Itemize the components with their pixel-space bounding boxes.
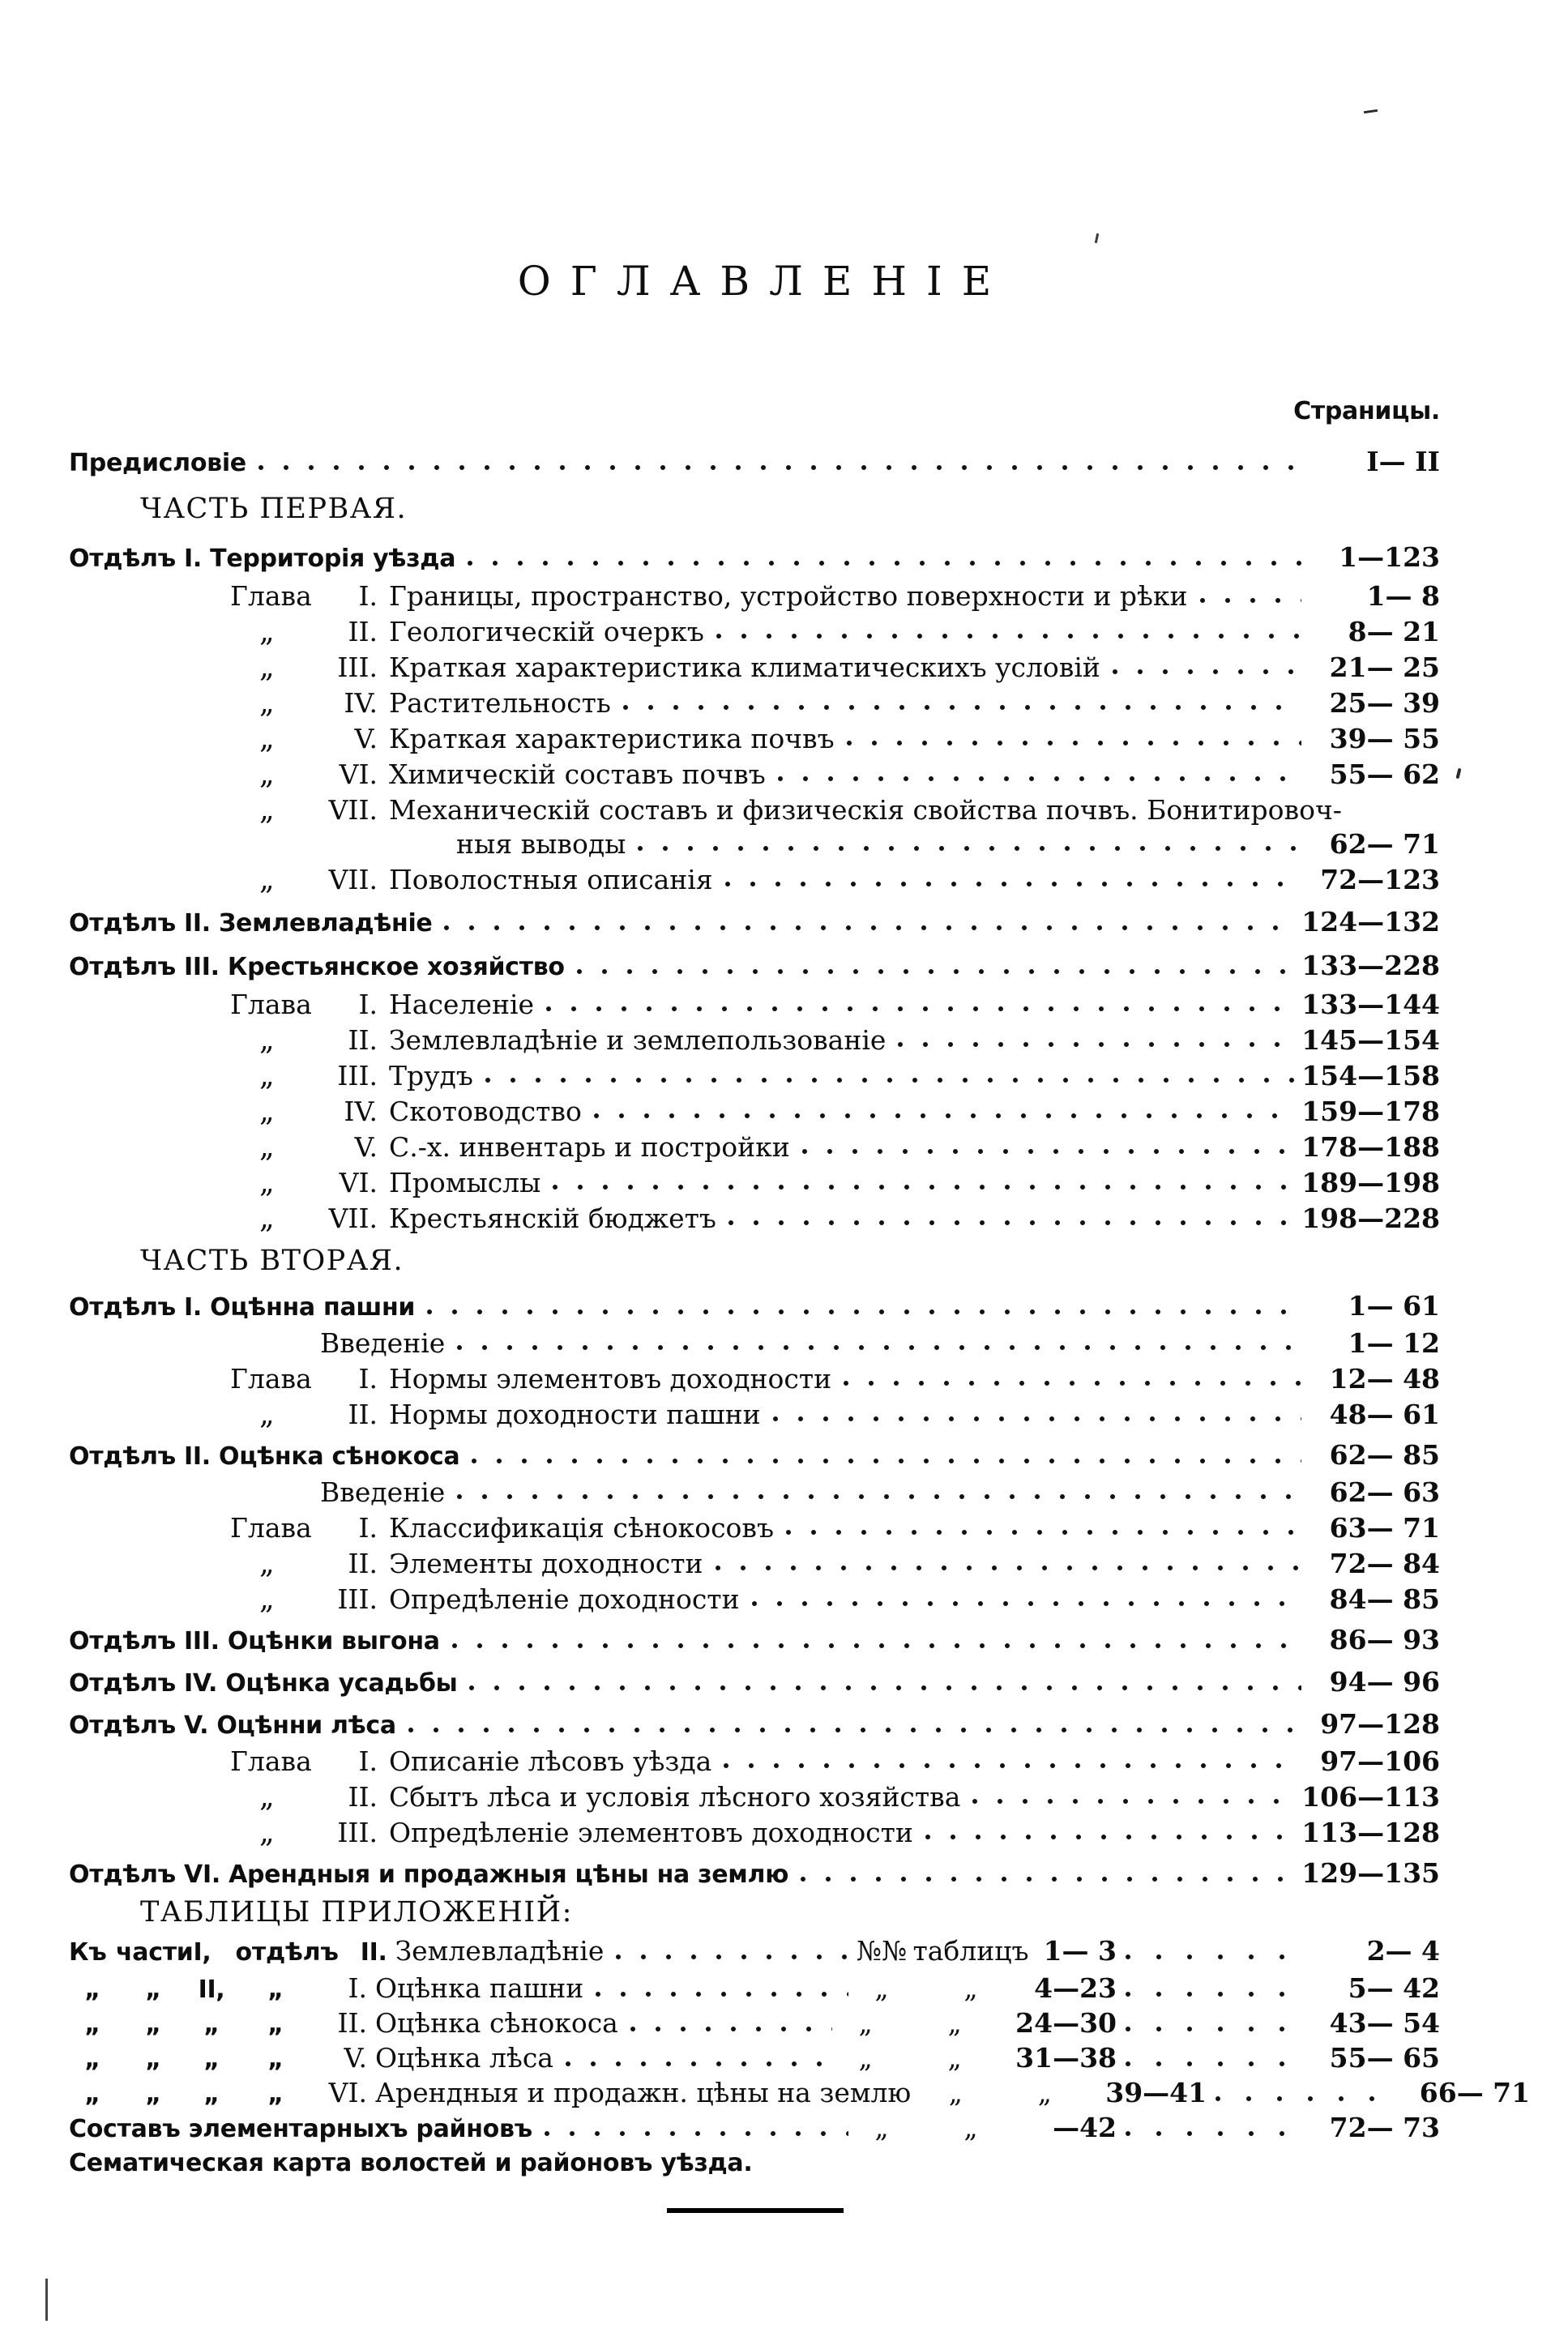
ditto-mark: „: [259, 651, 275, 684]
ditto-mark: „: [259, 1130, 275, 1164]
chapter-number: IV.: [344, 687, 378, 719]
appendix-col-part-word2: части: [116, 1938, 194, 1967]
toc-row: [69, 2112, 1440, 2146]
chapter-number: VII.: [328, 794, 378, 826]
section-label: Составъ элементарныхъ райновъ: [69, 2115, 532, 2143]
page-range: 97—128: [1320, 1708, 1440, 1740]
chapter-number: VI.: [339, 1167, 378, 1198]
toc-row: [69, 1131, 1440, 1164]
section-label: Отдѣлъ III. Крестьянское хозяйство: [69, 953, 565, 981]
toc-row: [69, 2042, 1440, 2076]
dot-leader: [408, 1725, 1301, 1735]
ditto-mark: „: [259, 1398, 275, 1431]
appendix-title: Землевладѣніе: [395, 1935, 605, 1967]
dot-leader: [716, 631, 1301, 641]
chapter-title: С.-х. инвентарь и постройки: [389, 1131, 790, 1163]
ditto-mark: „: [84, 1976, 100, 2004]
page-title: ОГЛАВЛЕНІЕ: [517, 258, 1011, 305]
ditto-mark: „: [203, 2010, 220, 2039]
section-label: Отдѣлъ II. Землевладѣніе: [69, 909, 433, 938]
part-heading: ЧАСТЬ ВТОРАЯ.: [140, 1245, 404, 1277]
dot-leader: [728, 1218, 1297, 1228]
page-range: 8— 21: [1348, 616, 1440, 647]
page-range: 62— 63: [1329, 1476, 1440, 1508]
tables-range: 39—41: [1105, 2077, 1207, 2108]
dot-leader: [801, 1147, 1297, 1156]
page-range: 43— 54: [1329, 2007, 1440, 2039]
toc-row: [69, 1290, 1440, 1324]
chapter-number: II.: [348, 1024, 378, 1056]
dot-leader: [777, 774, 1301, 784]
toc-row: [69, 723, 1440, 755]
dot-leader: [456, 1343, 1301, 1352]
ditto-mark: „: [963, 2112, 978, 2143]
page-range: 113—128: [1301, 1817, 1440, 1848]
appendix-col-part-num: II,: [198, 1976, 225, 2004]
page-range: 1—123: [1339, 541, 1440, 573]
chapter-title: Скотоводство: [389, 1096, 582, 1127]
toc-row: [69, 1896, 1440, 1929]
toc-row: [69, 1245, 1440, 1277]
appendix-title: Оцѣнка сѣнокоса: [375, 2007, 618, 2039]
page-range: 12— 48: [1329, 1363, 1440, 1395]
appendix-title: Оцѣнка пашни: [375, 1972, 584, 2004]
dot-leader: [772, 1414, 1301, 1424]
toc-row: [69, 1624, 1440, 1658]
dot-leader: [715, 1563, 1301, 1573]
page-range: 1— 61: [1348, 1290, 1440, 1322]
page-range: 48— 61: [1329, 1399, 1440, 1430]
chapter-number: V.: [354, 723, 378, 754]
toc-row: [69, 1745, 1440, 1778]
toc-row: [69, 687, 1440, 720]
appendix-col-part-num: I,: [193, 1938, 211, 1967]
page-range: 189—198: [1301, 1167, 1440, 1198]
dot-leader: [724, 879, 1301, 889]
ditto-mark: „: [1037, 2077, 1052, 2108]
toc-row: [69, 580, 1440, 613]
chapter-number: I.: [358, 1512, 378, 1544]
appendix-col-section-num: V.: [344, 2042, 367, 2074]
ditto-mark: „: [947, 2007, 962, 2039]
toc-row: [69, 651, 1440, 684]
dot-leader: [451, 1641, 1301, 1651]
page-range: 62— 71: [1329, 828, 1440, 860]
page-range: 86— 93: [1329, 1624, 1440, 1655]
toc-row: [69, 1327, 1440, 1360]
chapter-number: VI.: [339, 758, 378, 790]
toc-row: [69, 1167, 1440, 1199]
dot-leader: [593, 1111, 1297, 1121]
section-label: Отдѣлъ IV. Оцѣнка усадьбы: [69, 1669, 458, 1698]
dot-leader: [1125, 2024, 1301, 2034]
ditto-mark: „: [203, 2080, 220, 2108]
chapter-title: Сбытъ лѣса и условія лѣсного хозяйства: [389, 1781, 961, 1813]
ditto-mark: „: [259, 1816, 275, 1849]
chapter-title: Механическій составъ и физическія свойства почвъ. Бонитировоч-: [389, 794, 1342, 826]
ditto-mark: „: [267, 2045, 284, 2074]
section-label: Отдѣлъ III. Оцѣнки выгона: [69, 1627, 440, 1655]
ditto-mark: „: [145, 2080, 161, 2108]
scan-artifact: [1455, 768, 1461, 780]
ditto-mark: „: [259, 722, 275, 755]
appendix-col-part-word: Къ: [69, 1938, 107, 1967]
dot-leader: [615, 1952, 848, 1962]
dot-leader: [637, 844, 1301, 853]
section-label: Отдѣлъ V. Оцѣнни лѣса: [69, 1711, 396, 1740]
chapter-lead: Глава: [230, 989, 312, 1020]
page-range: 94— 96: [1329, 1666, 1440, 1698]
tables-range: 4—23: [1034, 1972, 1117, 2004]
toc-row: [69, 1708, 1440, 1742]
chapter-title: Нормы доходности пашни: [389, 1399, 761, 1430]
chapter-number: III.: [337, 651, 378, 683]
section-label: Предисловіе: [69, 449, 246, 477]
toc-row: [69, 906, 1440, 940]
toc-row: [69, 989, 1440, 1021]
section-label: Отдѣлъ I. Территорія уѣзда: [69, 545, 456, 573]
chapter-number: I.: [358, 580, 378, 612]
toc-row: [69, 541, 1440, 575]
page-range: 1— 8: [1366, 580, 1440, 612]
toc-row: [69, 1781, 1440, 1813]
ditto-mark: „: [145, 2010, 161, 2039]
chapter-number: II.: [348, 1548, 378, 1579]
intro-label: Введеніе: [320, 1476, 446, 1508]
chapter-title: Краткая характеристика климатическихъ условій: [389, 651, 1100, 683]
chapter-title: Границы, пространство, устройство поверхности и рѣки: [389, 580, 1188, 612]
dot-leader: [925, 1832, 1297, 1842]
toc-row: [69, 1857, 1440, 1891]
tables-label-no: №№: [856, 1935, 908, 1967]
chapter-number: I.: [358, 1745, 378, 1777]
toc-row: [69, 1548, 1440, 1580]
page-range: 55— 62: [1329, 758, 1440, 790]
toc-row: [69, 1583, 1440, 1616]
ditto-mark: „: [145, 1976, 161, 2004]
dot-leader: [622, 703, 1301, 712]
toc-row: [69, 616, 1440, 648]
dot-leader: [846, 738, 1301, 748]
chapter-lead: Глава: [230, 580, 312, 612]
dot-leader: [1125, 1989, 1301, 1999]
toc-row: [69, 1666, 1440, 1700]
page-range: 133—144: [1301, 989, 1440, 1020]
ditto-mark: „: [948, 2077, 963, 2108]
dot-leader: [565, 2059, 832, 2069]
dot-leader: [456, 1492, 1301, 1502]
page-range: 97—106: [1320, 1745, 1440, 1777]
scan-artifact: [1095, 233, 1099, 243]
chapter-title: Краткая характеристика почвъ: [389, 723, 835, 754]
dot-leader: [1125, 2129, 1301, 2138]
page-range: 145—154: [1301, 1024, 1440, 1056]
page-range: 62— 85: [1329, 1439, 1440, 1471]
page-range: 66— 71: [1419, 2077, 1531, 2108]
chapter-title: Нормы элементовъ доходности: [389, 1363, 832, 1395]
toc-row: [69, 758, 1440, 791]
page-range: 21— 25: [1329, 651, 1440, 683]
dot-leader: [1215, 2094, 1391, 2104]
page-range: 1— 12: [1348, 1327, 1440, 1359]
page-range: 133—228: [1301, 950, 1440, 981]
toc-row: [69, 828, 1440, 861]
page-range: 63— 71: [1329, 1512, 1440, 1544]
tables-range: —42: [1053, 2112, 1117, 2143]
chapter-number: III.: [337, 1583, 378, 1615]
dot-leader: [630, 2024, 832, 2034]
dot-leader: [723, 1761, 1301, 1771]
chapter-title: Классификація сѣнокосовъ: [389, 1512, 775, 1544]
dot-leader: [576, 967, 1297, 976]
part-heading: ЧАСТЬ ПЕРВАЯ.: [140, 493, 408, 525]
dot-leader: [467, 558, 1301, 568]
page-range: 124—132: [1301, 906, 1440, 938]
appendix-col-section-word: отдѣлъ: [235, 1938, 339, 1967]
dot-leader: [485, 1075, 1297, 1085]
toc-row: [69, 864, 1440, 896]
part-heading: ТАБЛИЦЫ ПРИЛОЖЕНІЙ:: [140, 1896, 573, 1929]
chapter-title-continuation: ныя выводы: [456, 828, 626, 860]
toc-row: [69, 1935, 1440, 1969]
dot-leader: [1125, 1952, 1301, 1962]
ditto-mark: „: [259, 1023, 275, 1057]
dot-leader: [785, 1527, 1301, 1537]
toc-row: [69, 950, 1440, 984]
page-range: 2— 4: [1366, 1935, 1440, 1967]
ditto-mark: „: [259, 1095, 275, 1128]
page-range: 72—123: [1320, 864, 1440, 895]
dot-leader: [843, 1378, 1301, 1388]
appendix-title: Арендныя и продажн. цѣны на землю: [375, 2077, 912, 2108]
dot-leader: [1199, 596, 1301, 605]
chapter-number: III.: [337, 1817, 378, 1848]
dot-leader: [552, 1182, 1297, 1192]
toc-row: [69, 2007, 1440, 2041]
toc-row: [69, 1363, 1440, 1395]
toc-row: [69, 1096, 1440, 1128]
dot-leader: [595, 1989, 848, 1999]
tables-range: 1— 3: [1043, 1935, 1117, 1967]
ditto-mark: „: [267, 2010, 284, 2039]
ditto-mark: „: [858, 2042, 873, 2074]
appendix-col-section-num: I.: [348, 1972, 367, 2004]
tables-range: 24—30: [1015, 2007, 1117, 2039]
dot-leader: [443, 923, 1297, 933]
page-range: 25— 39: [1329, 687, 1440, 719]
section-label: Отдѣлъ I. Оцѣнна пашни: [69, 1293, 416, 1322]
ditto-mark: „: [259, 615, 275, 648]
dot-leader: [544, 2129, 848, 2138]
ditto-mark: „: [874, 2112, 889, 2143]
chapter-title: Населеніе: [389, 989, 535, 1020]
appendix-col-section-num: II.: [337, 2007, 367, 2039]
chapter-title: Геологическій очеркъ: [389, 616, 704, 647]
chapter-lead: Глава: [230, 1745, 312, 1777]
page-range: 72— 73: [1329, 2112, 1440, 2143]
ditto-mark: „: [259, 793, 275, 827]
ditto-mark: „: [84, 2045, 100, 2074]
chapter-number: IV.: [344, 1096, 378, 1127]
ditto-mark: „: [267, 2080, 284, 2108]
ditto-mark: „: [259, 758, 275, 791]
tables-label-word: таблицъ: [912, 1935, 1029, 1967]
page-range: 178—188: [1301, 1131, 1440, 1163]
dot-leader: [751, 1599, 1301, 1608]
appendix-col-section-num: II.: [360, 1938, 387, 1967]
ditto-mark: „: [259, 1583, 275, 1616]
ditto-mark: „: [259, 1166, 275, 1199]
chapter-title: Трудъ: [389, 1060, 473, 1091]
chapter-lead: Глава: [230, 1363, 312, 1395]
chapter-title: Опредѣленіе элементовъ доходности: [389, 1817, 913, 1848]
page-range: I— II: [1366, 446, 1440, 477]
scan-artifact: [1364, 109, 1378, 113]
toc-row: [69, 1399, 1440, 1431]
page-range: 55— 65: [1329, 2042, 1440, 2074]
ditto-mark: „: [259, 1547, 275, 1580]
chapter-number: V.: [354, 1131, 378, 1163]
toc-row: [69, 493, 1440, 525]
divider-rule: [667, 2208, 844, 2213]
toc-row: [69, 1817, 1440, 1849]
toc-row: [69, 2147, 1440, 2180]
toc-row: [69, 1060, 1440, 1092]
chapter-title: Элементы доходности: [389, 1548, 703, 1579]
chapter-title: Поволостныя описанія: [389, 864, 713, 895]
chapter-number: II.: [348, 616, 378, 647]
dot-leader: [468, 1683, 1301, 1693]
toc-row: [69, 1024, 1440, 1057]
toc-row: [69, 1439, 1440, 1473]
chapter-number: VII.: [328, 1203, 378, 1234]
page-range: 198—228: [1301, 1203, 1440, 1234]
section-label: Отдѣлъ II. Оцѣнка сѣнокоса: [69, 1442, 460, 1471]
ditto-mark: „: [259, 1202, 275, 1235]
toc-row: [69, 1512, 1440, 1544]
ditto-mark: „: [963, 1972, 978, 2004]
chapter-title: Землевладѣніе и землепользованіе: [389, 1024, 887, 1056]
ditto-mark: „: [259, 863, 275, 896]
dot-leader: [972, 1796, 1297, 1806]
intro-label: Введеніе: [320, 1327, 446, 1359]
tables-range: 31—38: [1015, 2042, 1117, 2074]
chapter-number: II.: [348, 1399, 378, 1430]
dot-leader: [897, 1040, 1297, 1049]
chapter-number: I.: [358, 989, 378, 1020]
scan-artifact: [45, 2279, 48, 2321]
ditto-mark: „: [259, 1780, 275, 1813]
chapter-title: Промыслы: [389, 1167, 541, 1198]
page-range: 159—178: [1301, 1096, 1440, 1127]
toc-row: [69, 446, 1440, 480]
page-range: 154—158: [1301, 1060, 1440, 1091]
appendix-col-section-num: VI.: [328, 2077, 367, 2108]
ditto-mark: „: [947, 2042, 962, 2074]
dot-leader: [800, 1874, 1297, 1884]
chapter-number: II.: [348, 1781, 378, 1813]
toc-row: [69, 1203, 1440, 1235]
chapter-title: Описаніе лѣсовъ уѣзда: [389, 1745, 712, 1777]
toc-row: [69, 794, 1440, 827]
page-range: 84— 85: [1329, 1583, 1440, 1615]
toc-row: [69, 1476, 1440, 1509]
pages-column-header: Страницы.: [1293, 397, 1440, 425]
appendix-title: Оцѣнка лѣса: [375, 2042, 553, 2074]
dot-leader: [471, 1456, 1301, 1466]
ditto-mark: „: [145, 2045, 161, 2074]
dot-leader: [1112, 667, 1301, 677]
ditto-mark: „: [203, 2045, 220, 2074]
page-range: 72— 84: [1329, 1548, 1440, 1579]
ditto-mark: „: [84, 2080, 100, 2108]
toc-row: [69, 2077, 1531, 2111]
chapter-number: VII.: [328, 864, 378, 895]
chapter-title: Химическій составъ почвъ: [389, 758, 766, 790]
page-range: 129—135: [1301, 1857, 1440, 1889]
page-range: 5— 42: [1348, 1972, 1440, 2004]
dot-leader: [545, 1004, 1297, 1014]
dot-leader: [426, 1307, 1301, 1317]
ditto-mark: „: [874, 1972, 889, 2004]
ditto-mark: „: [858, 2007, 873, 2039]
chapter-title: Растительность: [389, 687, 611, 719]
chapter-number: I.: [358, 1363, 378, 1395]
page-range: 106—113: [1301, 1781, 1440, 1813]
ditto-mark: „: [259, 1059, 275, 1092]
ditto-mark: „: [84, 2010, 100, 2039]
section-label: Отдѣлъ VI. Арендныя и продажныя цѣны на землю: [69, 1860, 789, 1889]
chapter-title: Крестьянскій бюджетъ: [389, 1203, 716, 1234]
toc-row: [69, 1972, 1440, 2006]
dot-leader: [1125, 2059, 1301, 2069]
chapter-title: Опредѣленіе доходности: [389, 1583, 740, 1615]
ditto-mark: „: [267, 1976, 284, 2004]
chapter-number: III.: [337, 1060, 378, 1091]
page-range: 39— 55: [1329, 723, 1440, 754]
chapter-lead: Глава: [230, 1512, 312, 1544]
ditto-mark: „: [259, 686, 275, 720]
section-label: Сематическая карта волостей и районовъ уѣзда.: [69, 2149, 753, 2177]
dot-leader: [258, 463, 1301, 472]
